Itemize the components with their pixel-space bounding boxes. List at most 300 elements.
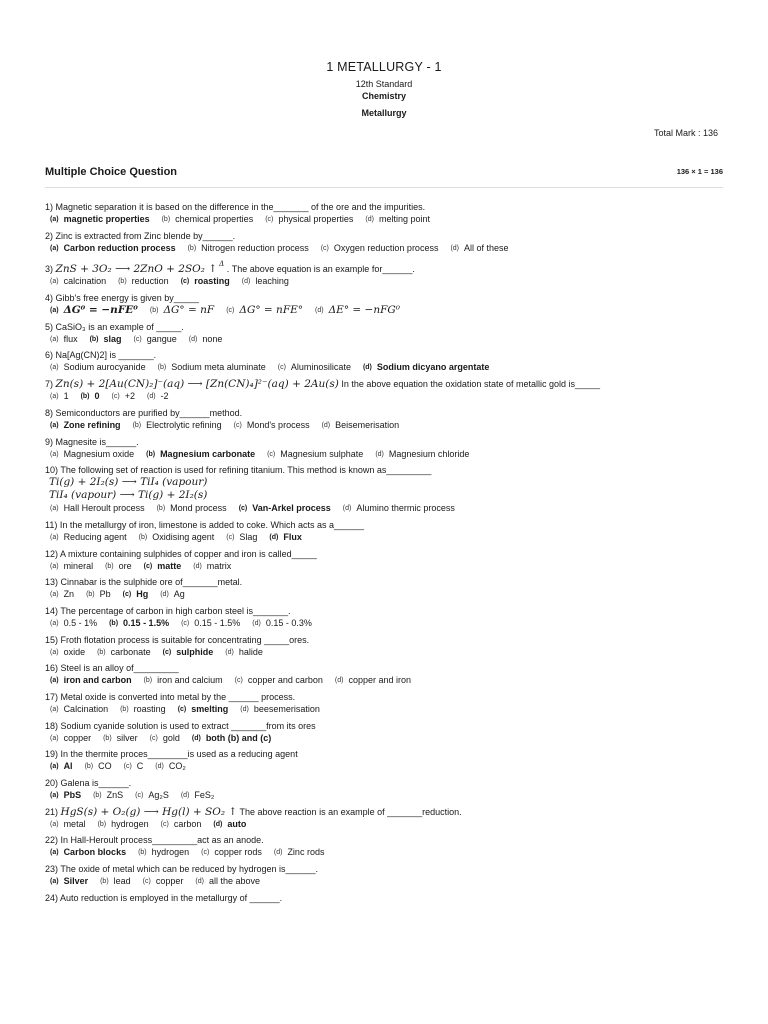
option-text: none xyxy=(202,333,223,344)
question-text: In the above equation the oxidation state of metallic gold is_____ xyxy=(341,379,601,390)
option-letter: (a) xyxy=(50,393,59,401)
question-text: A mixture containing sulphides of copper and iron is called_____ xyxy=(60,548,317,559)
question-item xyxy=(45,378,735,403)
option-b xyxy=(139,531,215,544)
option-letter: (d) xyxy=(334,677,344,685)
option-letter: (d) xyxy=(193,562,202,570)
option-c xyxy=(278,361,351,374)
option-text: both (b) and (c) xyxy=(205,732,272,743)
question-line xyxy=(45,407,735,419)
option-text: copper and iron xyxy=(348,675,412,686)
question-item xyxy=(45,834,735,859)
heat-symbol: Δ xyxy=(219,260,225,269)
question-text: Auto reduction is employed in the metallurgy of ______. xyxy=(60,892,283,903)
option-letter: (d) xyxy=(160,591,169,599)
question-line xyxy=(45,321,735,333)
option-a xyxy=(50,333,78,346)
question-number: 22) xyxy=(45,835,59,846)
option-letter: (b) xyxy=(149,307,159,315)
option-letter: (c) xyxy=(123,763,132,771)
option-letter: (a) xyxy=(50,505,59,513)
option-letter: (b) xyxy=(118,278,127,286)
question-text: . The above equation is an example for______. xyxy=(226,264,415,275)
option-d xyxy=(450,242,508,255)
option-text: Reducing agent xyxy=(63,531,127,542)
option-letter: (d) xyxy=(321,421,331,429)
question-line xyxy=(45,292,735,304)
option-letter: (a) xyxy=(50,364,59,372)
option-text: copper xyxy=(155,876,184,887)
option-a xyxy=(50,213,150,226)
option-d xyxy=(274,846,325,859)
option-letter: (d) xyxy=(450,244,460,252)
option-text: gangue xyxy=(146,333,177,344)
options-row xyxy=(50,732,735,745)
option-a xyxy=(50,531,127,544)
option-letter: (b) xyxy=(138,849,147,857)
option-text: PbS xyxy=(63,790,82,801)
option-text: CO xyxy=(98,761,112,772)
option-letter: (c) xyxy=(177,706,187,713)
question-number: 6) xyxy=(45,350,54,361)
question-number: 21) xyxy=(45,806,59,817)
option-text: Slag xyxy=(239,531,258,542)
question-item xyxy=(45,464,735,515)
option-text: 1 xyxy=(63,391,69,402)
question-item xyxy=(45,806,735,831)
option-letter: (b) xyxy=(143,677,153,685)
question-item xyxy=(45,720,735,745)
option-letter: (d) xyxy=(188,335,198,343)
option-letter: (d) xyxy=(252,619,261,627)
option-letter: (c) xyxy=(133,335,142,343)
question-line xyxy=(45,436,735,448)
option-letter: (d) xyxy=(180,792,190,800)
question-line xyxy=(45,662,735,674)
option-letter: (d) xyxy=(155,763,164,771)
question-number: 13) xyxy=(45,577,59,588)
option-letter: (c) xyxy=(149,734,158,742)
option-b xyxy=(120,703,166,716)
question-line xyxy=(45,464,735,476)
option-c xyxy=(178,703,229,716)
option-text: Al xyxy=(63,761,73,772)
option-letter: (c) xyxy=(181,619,190,627)
option-d xyxy=(363,361,489,374)
question-number: 24) xyxy=(45,892,59,903)
document-header xyxy=(0,60,768,118)
option-text: smelting xyxy=(191,704,229,714)
option-text: 0.5 - 1% xyxy=(63,617,98,628)
option-d xyxy=(315,304,400,317)
option-letter: (a) xyxy=(50,278,59,286)
option-text: all the above xyxy=(208,876,260,887)
option-text: copper xyxy=(63,732,92,743)
option-text: ΔG° = nFE° xyxy=(239,304,304,317)
option-letter: (c) xyxy=(122,591,132,599)
option-a xyxy=(50,275,106,288)
question-item xyxy=(45,605,735,630)
option-text: Oxidising agent xyxy=(152,531,215,542)
option-d xyxy=(269,531,301,544)
option-a xyxy=(50,390,69,403)
option-text: carbonate xyxy=(110,646,151,657)
option-d xyxy=(365,213,430,226)
option-text: Hg xyxy=(136,589,149,600)
option-text: CO₂ xyxy=(168,761,186,772)
subject-label: Chemistry xyxy=(361,91,406,101)
option-letter: (b) xyxy=(138,533,148,541)
question-number: 14) xyxy=(45,605,59,616)
options-row xyxy=(50,213,735,226)
option-text: silver xyxy=(116,732,138,743)
option-text: roasting xyxy=(194,276,230,287)
question-number: 9) xyxy=(45,436,54,447)
option-letter: (b) xyxy=(120,706,129,713)
option-text: Magnesium carbonate xyxy=(160,448,256,459)
option-a xyxy=(50,304,138,317)
equation-line: TiI₄ (vapour) ⟶ Ti(g) + 2I₂(s) xyxy=(49,489,208,502)
question-item xyxy=(45,634,735,659)
question-text: The percentage of carbon in high carbon steel is_______. xyxy=(60,605,291,616)
option-c xyxy=(123,588,149,601)
option-d xyxy=(242,275,289,288)
question-text: Cinnabar is the sulphide ore of_______metal. xyxy=(60,577,243,588)
option-c xyxy=(144,560,182,573)
option-letter: (a) xyxy=(50,421,59,429)
option-b xyxy=(188,242,309,255)
question-text: The oxide of metal which can be reduced by hydrogen is______. xyxy=(60,864,319,875)
option-letter: (b) xyxy=(80,393,90,401)
option-text: hydrogen xyxy=(151,847,190,858)
question-line xyxy=(45,576,735,588)
option-c xyxy=(267,448,363,461)
question-text: In the metallurgy of iron, limestone is added to coke. Which acts as a______ xyxy=(59,519,365,530)
question-line xyxy=(45,378,735,390)
option-text: 0.15 - 0.3% xyxy=(265,617,312,628)
option-letter: (b) xyxy=(100,878,109,886)
question-text: Gibb's free energy is given by_____ xyxy=(55,293,199,304)
option-text: mineral xyxy=(63,560,94,571)
option-b xyxy=(138,846,189,859)
option-text: Flux xyxy=(283,531,302,542)
option-text: Zinc rods xyxy=(287,847,325,858)
option-letter: (b) xyxy=(86,591,95,599)
option-d xyxy=(195,875,260,888)
option-text: ΔG° = nF xyxy=(163,304,215,317)
option-letter: (b) xyxy=(161,216,171,223)
option-letter: (b) xyxy=(132,421,142,429)
option-text: Silver xyxy=(63,876,89,887)
option-d xyxy=(193,560,231,573)
option-letter: (a) xyxy=(50,591,59,599)
option-a xyxy=(50,732,91,745)
options-row xyxy=(50,531,735,544)
option-letter: (d) xyxy=(365,216,374,223)
options-row xyxy=(50,674,735,687)
option-letter: (c) xyxy=(226,533,235,541)
option-text: iron and carbon xyxy=(63,675,132,686)
option-letter: (c) xyxy=(143,562,153,570)
question-item xyxy=(45,548,735,573)
option-letter: (c) xyxy=(180,278,190,286)
option-text: Magnesium chloride xyxy=(388,448,470,459)
option-text: Nitrogen reduction process xyxy=(201,242,309,253)
option-letter: (c) xyxy=(201,849,210,857)
option-text: Mond process xyxy=(170,503,227,514)
question-line xyxy=(45,748,735,760)
option-letter: (d) xyxy=(225,648,234,656)
question-line xyxy=(45,834,735,846)
option-letter: (a) xyxy=(50,562,59,570)
question-line xyxy=(45,519,735,531)
option-letter: (c) xyxy=(265,216,274,223)
option-b xyxy=(133,419,222,432)
options-row xyxy=(50,242,735,255)
option-letter: (d) xyxy=(213,820,223,828)
option-text: FeS₂ xyxy=(194,790,215,801)
question-line xyxy=(45,201,735,213)
option-letter: (c) xyxy=(320,244,329,252)
option-b xyxy=(93,789,123,802)
option-a xyxy=(50,560,93,573)
option-c xyxy=(239,502,331,515)
question-text: Froth flotation process is suitable for concentrating _____ores. xyxy=(60,634,310,645)
option-text: oxide xyxy=(63,646,86,657)
option-text: halide xyxy=(238,646,263,657)
option-b xyxy=(118,275,169,288)
question-item xyxy=(45,519,735,544)
option-b xyxy=(150,304,214,317)
option-text: Ag xyxy=(173,589,185,600)
options-row xyxy=(50,361,735,374)
option-letter: (b) xyxy=(103,734,112,742)
option-letter: (c) xyxy=(267,450,276,458)
option-text: Electrolytic refining xyxy=(146,419,222,430)
option-letter: (a) xyxy=(50,763,59,771)
option-text: Calcination xyxy=(63,704,109,714)
question-number: 19) xyxy=(45,749,59,760)
option-c xyxy=(235,674,323,687)
option-a xyxy=(50,674,132,687)
question-text: Magnesite is______. xyxy=(55,436,139,447)
option-c xyxy=(150,732,180,745)
question-item xyxy=(45,748,735,773)
option-a xyxy=(50,760,73,773)
question-number: 16) xyxy=(45,663,59,674)
option-letter: (c) xyxy=(234,677,243,685)
option-a xyxy=(50,646,85,659)
option-letter: (c) xyxy=(160,820,169,828)
option-text: Pb xyxy=(99,589,111,600)
total-mark: Total Mark : 136 xyxy=(653,128,718,138)
option-c xyxy=(181,617,240,630)
options-row xyxy=(50,846,735,859)
option-text: Alumino thermic process xyxy=(356,503,455,514)
option-b xyxy=(86,588,111,601)
option-d xyxy=(322,419,400,432)
option-d xyxy=(343,502,455,515)
option-text: ΔE° = −nFG⁰ xyxy=(328,304,400,317)
question-item xyxy=(45,258,735,288)
question-item xyxy=(45,691,735,716)
question-item xyxy=(45,321,735,346)
question-number: 4) xyxy=(45,293,54,304)
question-line xyxy=(45,892,735,904)
option-letter: (d) xyxy=(269,533,279,541)
chapter-label: Metallurgy xyxy=(361,108,407,118)
option-letter: (c) xyxy=(162,648,172,656)
question-line xyxy=(45,230,735,242)
option-c xyxy=(234,419,310,432)
option-d xyxy=(335,674,411,687)
option-letter: (a) xyxy=(50,849,59,857)
question-line xyxy=(45,806,735,818)
option-text: Magnesium sulphate xyxy=(280,448,364,459)
question-text: In the thermite proces________is used as a reducing agent xyxy=(60,749,298,760)
option-c xyxy=(112,390,135,403)
option-text: calcination xyxy=(63,276,107,287)
option-a xyxy=(50,448,134,461)
options-row xyxy=(50,502,735,515)
option-d xyxy=(213,818,246,831)
options-row xyxy=(50,390,735,403)
option-text: leaching xyxy=(255,276,289,287)
option-text: beesemerisation xyxy=(253,704,320,714)
question-item xyxy=(45,777,735,802)
option-c xyxy=(135,789,169,802)
option-a xyxy=(50,242,176,255)
option-letter: (d) xyxy=(342,505,352,513)
option-text: Sodium meta aluminate xyxy=(171,362,266,373)
question-number: 18) xyxy=(45,720,59,731)
question-item xyxy=(45,863,735,888)
option-letter: (a) xyxy=(50,820,59,828)
option-letter: (d) xyxy=(315,307,324,315)
option-letter: (a) xyxy=(50,533,59,541)
option-a xyxy=(50,361,146,374)
option-b xyxy=(85,760,112,773)
option-text: matrix xyxy=(206,560,232,571)
options-row xyxy=(50,875,735,888)
option-b xyxy=(109,617,169,630)
option-letter: (a) xyxy=(50,878,59,886)
option-letter: (a) xyxy=(50,706,59,713)
option-text: lead xyxy=(113,876,131,887)
question-number: 2) xyxy=(45,230,54,241)
option-text: C xyxy=(136,761,144,772)
option-letter: (b) xyxy=(97,648,106,656)
options-row xyxy=(50,588,735,601)
option-text: All of these xyxy=(464,242,509,253)
question-line xyxy=(45,863,735,875)
option-letter: (d) xyxy=(362,364,372,372)
option-text: 0 xyxy=(94,391,100,402)
option-d xyxy=(240,703,320,716)
option-letter: (d) xyxy=(240,706,249,713)
option-text: +2 xyxy=(124,391,135,402)
option-letter: (d) xyxy=(146,393,156,401)
option-letter: (a) xyxy=(50,648,59,656)
option-letter: (d) xyxy=(241,278,251,286)
option-c xyxy=(201,846,262,859)
option-letter: (c) xyxy=(111,393,120,401)
option-text: copper rods xyxy=(214,847,262,858)
question-item xyxy=(45,576,735,601)
question-item xyxy=(45,436,735,461)
option-letter: (b) xyxy=(89,335,99,343)
option-text: ZnS xyxy=(106,790,124,801)
option-letter: (d) xyxy=(375,450,384,458)
option-text: flux xyxy=(63,333,78,344)
option-text: Sodium aurocyanide xyxy=(63,362,146,373)
option-d xyxy=(181,789,215,802)
option-a xyxy=(50,875,88,888)
option-b xyxy=(105,560,132,573)
option-letter: (a) xyxy=(50,450,59,458)
option-text: auto xyxy=(227,818,247,829)
options-row xyxy=(50,419,735,432)
question-number: 17) xyxy=(45,692,59,702)
option-letter: (b) xyxy=(146,450,156,458)
option-c xyxy=(226,531,257,544)
question-item xyxy=(45,407,735,432)
option-letter: (a) xyxy=(50,792,59,800)
option-c xyxy=(265,213,353,226)
option-c xyxy=(161,818,202,831)
option-text: Ag₂S xyxy=(148,790,169,801)
option-text: Aluminosilicate xyxy=(290,362,351,373)
option-a xyxy=(50,703,108,716)
option-c xyxy=(134,333,177,346)
option-text: Carbon reduction process xyxy=(63,242,176,253)
option-text: reduction xyxy=(131,276,169,287)
option-c xyxy=(143,875,184,888)
option-text: 0.15 - 1.5% xyxy=(194,617,241,628)
options-row xyxy=(50,275,735,288)
option-a xyxy=(50,789,81,802)
option-text: Van-Arkel process xyxy=(252,503,331,514)
question-text: Semiconductors are purified by______method. xyxy=(55,407,243,418)
question-number: 11) xyxy=(45,519,58,530)
question-line xyxy=(45,720,735,732)
option-letter: (c) xyxy=(135,792,144,800)
question-line xyxy=(45,634,735,646)
question-text: Steel is an alloy of_________ xyxy=(60,663,179,674)
option-b xyxy=(144,674,223,687)
option-text: Zone refining xyxy=(63,419,121,430)
question-number: 7) xyxy=(45,379,54,390)
question-number: 15) xyxy=(45,634,59,645)
question-text: CaSiO₃ is an example of _____. xyxy=(55,321,184,332)
option-text: sulphide xyxy=(176,646,214,657)
options-row xyxy=(50,333,735,346)
section-title: Multiple Choice Question xyxy=(45,166,178,178)
option-d xyxy=(375,448,469,461)
option-a xyxy=(50,818,86,831)
option-letter: (a) xyxy=(50,734,59,742)
question-number: 10) xyxy=(45,465,59,476)
question-item xyxy=(45,292,735,317)
option-c xyxy=(163,646,214,659)
option-c xyxy=(181,275,230,288)
option-a xyxy=(50,588,74,601)
option-text: magnetic properties xyxy=(63,214,150,224)
question-text: The following set of reaction is used for refining titanium. This method is known as_________ xyxy=(60,465,432,476)
option-a xyxy=(50,846,126,859)
question-text: Sodium cyanide solution is used to extract _______from its ores xyxy=(60,720,316,731)
question-number: 3) xyxy=(45,264,54,275)
